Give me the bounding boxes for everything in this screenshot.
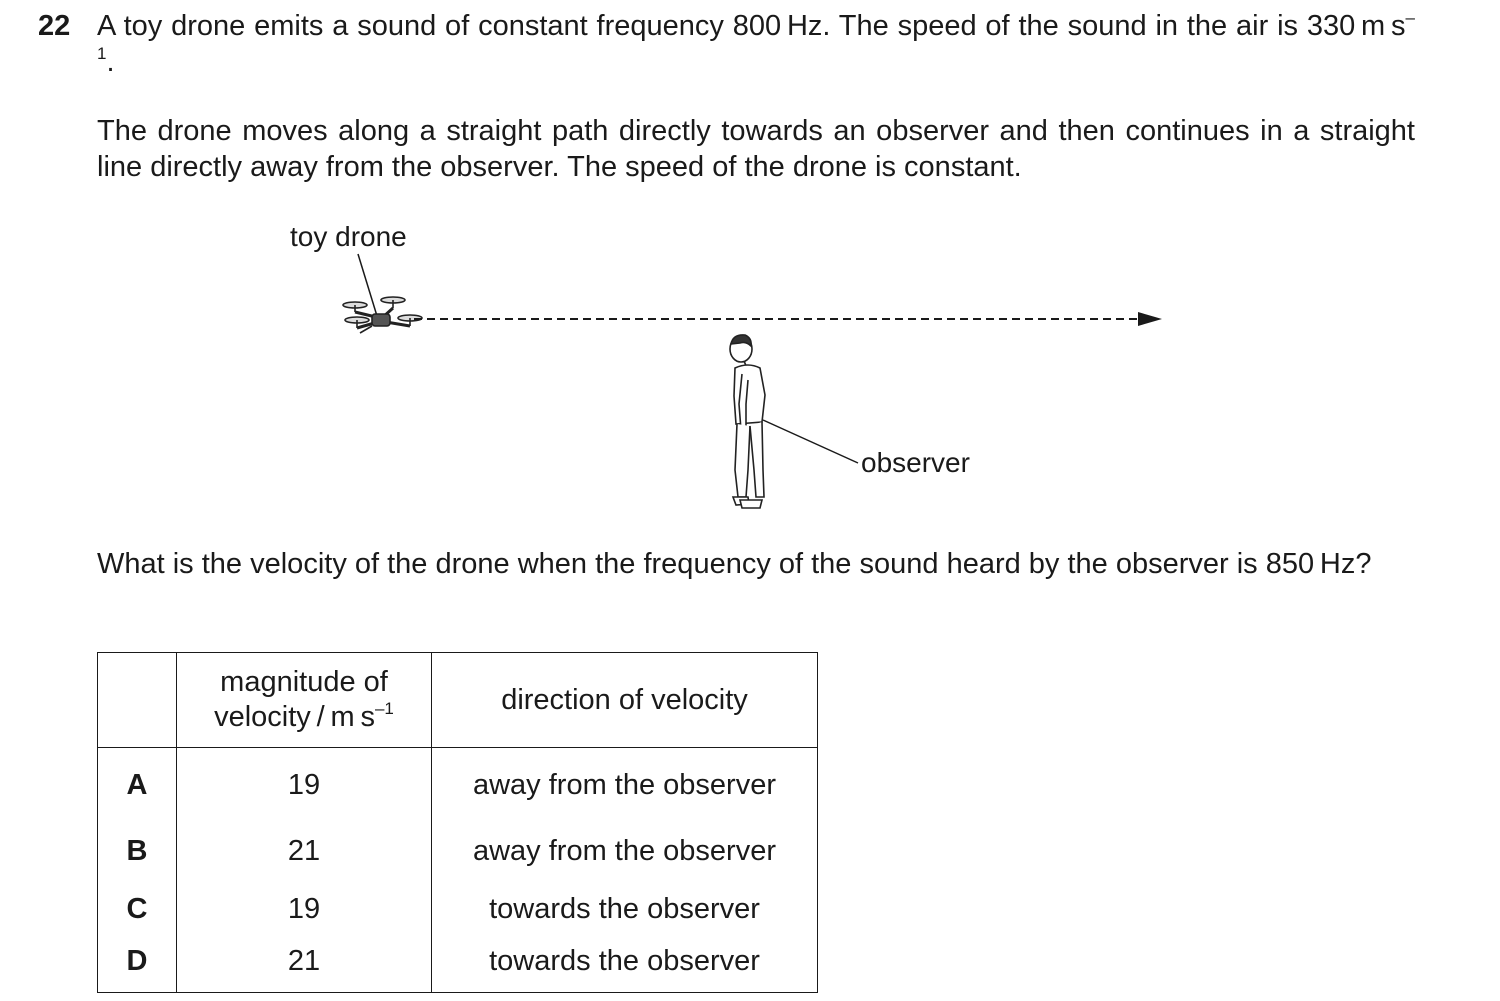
answer-options-table (97, 652, 818, 993)
header-magnitude-superscript: –1 (374, 699, 394, 718)
question-number: 22 (38, 10, 71, 42)
option-magnitude: 21 (177, 822, 432, 880)
question-prompt: What is the velocity of the drone when the frequency of the sound heard by the observer is 850 Hz? (97, 548, 1372, 580)
option-letter: B (98, 822, 177, 880)
toy-drone-icon (343, 297, 422, 333)
observer-label: observer (861, 447, 970, 478)
option-direction: towards the observer (432, 938, 818, 993)
header-letter-cell (98, 653, 177, 748)
option-letter: D (98, 938, 177, 993)
option-row-a[interactable] (98, 748, 818, 823)
observer-person-icon (730, 335, 765, 508)
option-letter: C (98, 880, 177, 938)
option-row-b[interactable] (98, 822, 818, 880)
option-magnitude: 19 (177, 880, 432, 938)
question-setup: The drone moves along a straight path directly towards an observer and then continues in a straight line directly away from the observer. The speed of the drone is constant. (97, 115, 1415, 183)
header-magnitude-unit: velocity / m s (214, 701, 375, 733)
option-magnitude: 19 (177, 748, 432, 823)
option-row-d[interactable] (98, 938, 818, 993)
table-header-row (98, 653, 818, 748)
intro-text: A toy drone emits a sound of constant frequency 800 Hz. The speed of the sound in the air is 330 m s (97, 10, 1406, 42)
header-direction: direction of velocity (432, 653, 818, 748)
observer-leader-line (763, 420, 858, 463)
question-intro (97, 8, 1415, 80)
option-direction: away from the observer (432, 748, 818, 823)
intro-end: . (106, 46, 115, 78)
option-row-c[interactable] (98, 880, 818, 938)
option-letter: A (98, 748, 177, 823)
drone-label: toy drone (290, 221, 407, 252)
option-direction: away from the observer (432, 822, 818, 880)
intro-unit-superscript: –1 (97, 8, 1415, 63)
option-magnitude: 21 (177, 938, 432, 993)
header-magnitude-line1: magnitude of (220, 666, 388, 698)
drone-leader-line (358, 254, 377, 316)
path-arrowhead-icon (1138, 312, 1162, 326)
option-direction: towards the observer (432, 880, 818, 938)
header-magnitude-line2 (177, 700, 431, 735)
header-magnitude (177, 653, 432, 748)
